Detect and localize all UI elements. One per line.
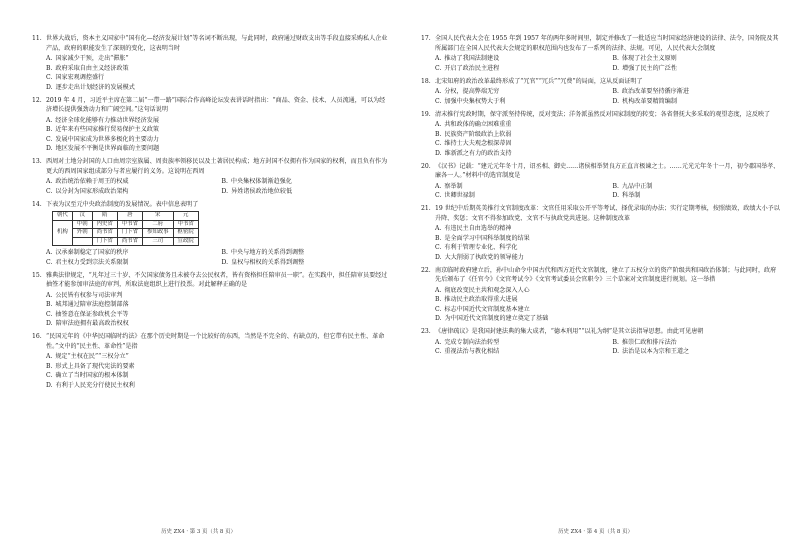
table-cell: 尚书省 xyxy=(117,237,142,246)
option-list xyxy=(435,286,782,324)
option-c: C. 世卿世禄制 xyxy=(435,192,475,199)
question-14 xyxy=(32,200,389,268)
option-d: D. 有利于人民充分行使民主权利 xyxy=(46,381,135,389)
table-cell: 尚书省 xyxy=(92,229,117,238)
question-number: 23. xyxy=(421,328,431,335)
table-group-cell: 机构 xyxy=(53,220,73,246)
table-cell: 门下省 xyxy=(92,237,117,246)
question-stem: 《汉书》记载：“建元元年冬十月，诏丞相、御史……诸侯相举贤良方正直言极谏之士。……元光元年冬十一月，初令郡国举孝、廉各一人。”材料中的选官制度是 xyxy=(435,162,780,179)
option-list xyxy=(435,54,782,73)
question-22 xyxy=(421,266,782,324)
question-13 xyxy=(32,157,389,196)
option-list xyxy=(46,116,389,154)
question-15 xyxy=(32,271,389,329)
option-d: D. 皇权与相权的关系得到调整 xyxy=(221,258,305,266)
table-header-cell: 汉 xyxy=(72,212,92,221)
option-list xyxy=(46,352,389,390)
table-cell: 内史省 xyxy=(92,220,117,229)
table-header-row xyxy=(53,212,199,221)
question-16 xyxy=(32,332,389,390)
option-b: B. 九品中正制 xyxy=(612,182,653,190)
question-stem: 19 世纪中后期英美推行文官制度改革：文官任用采取公开平等考试、择优录取的办法；实行定期考核，按照绩效，政绩大小予以升降、奖惩；文官不得参加政党、文官不与执政党共进退。这种制度改革 xyxy=(435,205,780,222)
question-number: 17. xyxy=(421,35,431,42)
option-c: C. 标志中国近代文官制度基本建立 xyxy=(435,305,530,313)
question-stem: 清末推行宪政时期，保守派坚持传统，反对变法；洋务派虽然反对国家制度的转变；各省督抚大多采取的观望态度，这反映了 xyxy=(435,110,771,118)
option-c: C. 开启了政治民主进程 xyxy=(435,64,500,72)
question-number: 21. xyxy=(421,205,431,212)
question-11 xyxy=(32,34,389,92)
table-cell: 二府 xyxy=(142,220,173,229)
option-d: D. 大大削弱了执政党的领导能力 xyxy=(435,253,524,261)
table-cell: 三司 xyxy=(142,237,173,246)
question-stem: “民国元年的《中华民国临时约法》在那个历史时期是一个比较好的东西，当然是不完全的、有缺点的，但它带有民主性、革命性。”文中的“民主性、革命性”是指 xyxy=(46,333,385,350)
option-a: A. 彻底改变民主共和观念深入人心 xyxy=(435,286,530,294)
question-23 xyxy=(421,327,782,357)
option-c: C. 确立了当时国家的根本体制 xyxy=(46,372,129,380)
question-stem: 下表为汉至元中央政治制度的发展情况。表中信息表明了 xyxy=(46,200,199,208)
option-a: A. 规定“主权在民”“三权分立” xyxy=(46,353,129,361)
option-d: D. 地区发展不平衡是世界面临的主要问题 xyxy=(46,145,160,152)
option-c: C. 君主权力受到宗法关系限制 xyxy=(46,258,129,266)
table-cell: 枢密院 xyxy=(173,229,198,238)
option-d: D. 增强了民主的广泛性 xyxy=(612,64,677,72)
option-list xyxy=(435,87,782,106)
table-cell: 门下省 xyxy=(117,229,142,238)
question-stem: 世界大战后，资本主义国家中“国有化—经济发展计划”等名词不断出现，与此同时，政府通过财政支出等手段直接采购私人企业产品，政府的职能发生了深刻的变化，这表明当时 xyxy=(46,35,388,52)
question-stem: 2019 年 4 月，习近平主席在第二届“一带一路”国际合作高峰论坛发表讲话时指出：“商品、资金、技术、人员流通，可以为经济增长提供强劲动力和广阔空间。”这句话说明 xyxy=(46,96,386,113)
option-a: A. 公民皆有权参与司法审判 xyxy=(46,291,123,299)
option-d: D. 法治是以本为宗和王道之 xyxy=(612,348,690,355)
table-header-cell: 宋 xyxy=(142,212,173,221)
option-list xyxy=(46,177,389,196)
table-cell: 外朝 xyxy=(72,229,92,238)
table-row xyxy=(53,220,199,229)
option-a: A. 完成专制向法治转型 xyxy=(435,338,500,346)
option-a: A. 汉承秦制稳定了国家的秩序 xyxy=(46,249,129,257)
table-cell xyxy=(72,237,92,246)
page-footer: 历史 ZX4 · 第 3 页（共 8 页） xyxy=(161,529,236,535)
option-list xyxy=(46,54,389,92)
question-stem: 北宋知府的政治改革最终形成了“冗官”“冗兵”“冗费”的局面，这从反面证明了 xyxy=(435,77,643,85)
option-c: C. 抽签意在保证参政机会平等 xyxy=(46,310,129,318)
question-stem: 全国人民代表大会在 1955 年到 1957 年的两年多时间里，制定并修改了一批适应当时国家经济建设的法律、法令，国务院及其所属部门在全国人民代表大会规定的职权范围内也发布了一系列的法律、法规。可见，人民代表大会制度 xyxy=(435,35,779,52)
question-number: 20. xyxy=(421,162,431,170)
option-d: D. 科举制 xyxy=(612,192,641,199)
question-17 xyxy=(421,34,782,73)
question-number: 19. xyxy=(421,110,431,118)
option-d: D. 为中国近代文官制度的建立奠定了基础 xyxy=(435,315,549,322)
question-number: 12. xyxy=(32,96,42,104)
option-list xyxy=(435,120,782,158)
option-b: B. 中央与地方的关系得到调整 xyxy=(221,249,305,257)
table-cell: 中朝 xyxy=(72,220,92,229)
table-row xyxy=(53,237,199,246)
option-b: B. 民族资产阶级政治上软弱 xyxy=(435,130,512,138)
question-stem: 《唐律疏议》是我国封建法典的集大成者，“德本刑用”“以礼为纲”是其立法指导思想。由此可见唐朝 xyxy=(435,328,704,335)
option-a: A. 国家减少干预，走出“滞胀” xyxy=(46,55,129,62)
option-b: B. 政治改革要坚持循序渐进 xyxy=(612,88,689,95)
question-20 xyxy=(421,162,782,201)
option-c: C. 国家宏观调控盛行 xyxy=(46,74,105,81)
option-b: B. 推崇仁政和排斥法治 xyxy=(612,338,677,346)
option-d: D. 异姓诸侯政治地位较低 xyxy=(221,187,293,195)
option-c: C. 加强中央集权势大于利 xyxy=(435,97,506,105)
option-b: B. 城邦通过陪审法庭控制部落 xyxy=(46,301,129,309)
option-a: A. 分权，提高弊端无穷 xyxy=(435,88,500,95)
option-list xyxy=(435,182,782,201)
table-cell: 参知政事 xyxy=(142,229,173,238)
question-number: 16. xyxy=(32,333,42,341)
question-18 xyxy=(421,77,782,107)
option-a: A. 有违民主自由选举的精神 xyxy=(435,225,512,232)
option-a: A. 推动了我国法制建设 xyxy=(435,55,500,62)
table-cell: 中书省 xyxy=(173,220,198,229)
option-a: A. 政治统治依赖于周王的权威 xyxy=(46,178,129,185)
question-stem: 西周对土地分封国的人口由周宗室族属、周贵族率领移民以及土著居民构成；地方封国不仅拥有作为国家的权利，而且负有作为更大的西周国家组成部分与者应履行的义务。这说明在西周 xyxy=(46,158,388,175)
question-number: 22. xyxy=(421,266,431,274)
option-a: A. 共和政体的确立困难重重 xyxy=(435,121,512,128)
option-c: C. 维持士大夫观念根深蒂固 xyxy=(435,140,512,147)
option-b: B. 近年来有些国家推行贸易保护主义政策 xyxy=(46,126,160,133)
option-a: A. 经济全球化能够有力推动世界经济发展 xyxy=(46,116,159,124)
question-number: 14. xyxy=(32,200,42,208)
option-d: D. 机构改革要精简编制 xyxy=(612,97,677,105)
option-a: A. 察举制 xyxy=(435,182,463,190)
table-row xyxy=(53,229,199,238)
question-stem: 雅典法律规定，“凡年过三十岁、不欠国家债务且未被夺去公民权者，皆有资格担任陪审员一职”。在实践中，担任陪审员要经过抽签才能参加审法庭的审判，所取法庭组织上进行投票。对此解释正确的是 xyxy=(46,271,388,289)
table-header-cell: 元 xyxy=(173,212,198,221)
option-list xyxy=(46,291,389,329)
question-number: 11. xyxy=(32,35,42,42)
option-b: B. 体现了社会主义原则 xyxy=(612,55,677,62)
option-c: C. 发展中国家成为世界多极化的主要动力 xyxy=(46,135,159,143)
table-cell: 中书省 xyxy=(117,220,142,229)
question-number: 15. xyxy=(32,271,42,279)
option-list xyxy=(435,224,782,262)
option-c: C. 以分封为国家形成政治架构 xyxy=(46,187,129,195)
option-b: B. 推动民主政治取得重大进展 xyxy=(435,296,518,303)
question-19 xyxy=(421,110,782,159)
table-header-cell: 隋 xyxy=(92,212,117,221)
option-list xyxy=(435,338,782,357)
option-d: D. 逐步走出计划经济的发展模式 xyxy=(46,83,135,91)
table-cell: 宣政院 xyxy=(173,237,198,246)
option-b: B. 中央集权体制渐趋强化 xyxy=(221,178,292,185)
page-4 xyxy=(397,0,794,544)
option-c: C. 有利于管理专业化、科学化 xyxy=(435,244,518,251)
page-footer: 历史 ZX4 · 第 4 页（共 8 页） xyxy=(558,529,633,535)
option-c: C. 重视法治与教化相结 xyxy=(435,348,500,355)
table-header-cell: 朝代 xyxy=(53,212,73,221)
dynasty-institution-table xyxy=(52,211,199,246)
option-list xyxy=(46,248,389,267)
option-d: D. 陪审法庭拥有最高政治权权 xyxy=(46,320,129,328)
option-b: B. 是全面学习中国科举制度的结果 xyxy=(435,234,530,242)
question-stem: 南京临时政府建立后，孙中山命令中国古代和西方近代文官制度，建立了五权分立的资产阶级共和国政治体制；与此同时，政府先后颁布了《任官令》《文官考试令》《文官考试委员会官职令》三个草案对文官制度进行规划。这一举措 xyxy=(435,266,777,283)
question-21 xyxy=(421,204,782,262)
question-number: 18. xyxy=(421,77,431,85)
option-d: D. 维新派之有力的政治支持 xyxy=(435,149,512,157)
question-number: 13. xyxy=(32,158,42,165)
option-b: B. 形式上具备了现代宪法的要素 xyxy=(46,362,135,370)
table-header-cell: 唐 xyxy=(117,212,142,221)
question-12 xyxy=(32,96,389,154)
option-b: B. 政府采取自由主义经济政策 xyxy=(46,64,129,72)
